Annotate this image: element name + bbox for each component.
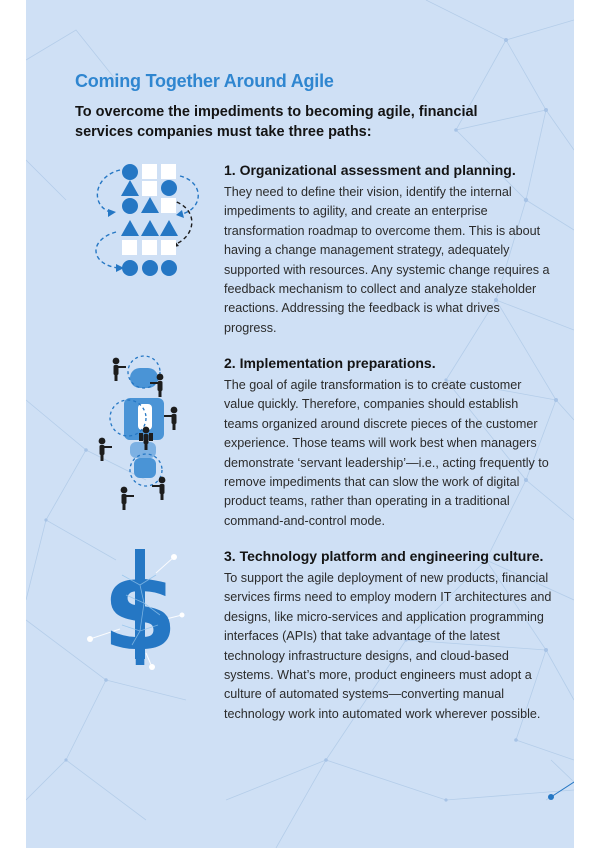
page: [26, 0, 574, 848]
section-heading: 1. Organizational assessment and planning.: [224, 162, 516, 178]
shapes-cycle-icon: [86, 160, 211, 280]
section-organizational-assessment: [224, 160, 554, 338]
section-heading: 2. Implementation preparations.: [224, 355, 436, 371]
section-body: To support the agile deployment of new products, financial services firms need to employ modern IT architectures and designs, like micro-services and application programming interfaces (APIs) that take advantage of the latest technology infrastructure designs, and cloud-based systems. What’s more, product engineers must adopt a culture of automated systems—converting manual technology work into automated work wherever possible.: [224, 571, 552, 721]
section-heading: 3. Technology platform and engineering culture.: [224, 548, 544, 564]
section-body: The goal of agile transformation is to create customer value quickly. Therefore, companies should establish teams organized around discrete pieces of the customer experience. Those teams will work best when managers demonstrate ‘servant leadership’—i.e., acting frequently to remove impediments that can slow the work of digital product teams, rather than operating in a traditional command-and-control mode.: [224, 378, 549, 528]
team-people-icon: [94, 350, 204, 510]
section-technology-platform: [224, 546, 554, 724]
svg-text:$: $: [102, 550, 178, 675]
section-implementation-preparations: [224, 353, 554, 531]
dollar-network-icon: [86, 545, 196, 675]
intro-text: To overcome the impediments to becoming agile, financial services companies must take three paths:: [75, 104, 478, 140]
page-title: Coming Together Around Agile: [75, 71, 334, 91]
section-body: They need to define their vision, identify the internal impediments to agility, and create an enterprise transformation roadmap to overcome them. This is about having a change management strategy, adequately supported with resources. Any systemic change requires a feedback mechanism to collect and analyze stakeholder reactions. Addressing the feedback is what drives progress.: [224, 185, 550, 335]
